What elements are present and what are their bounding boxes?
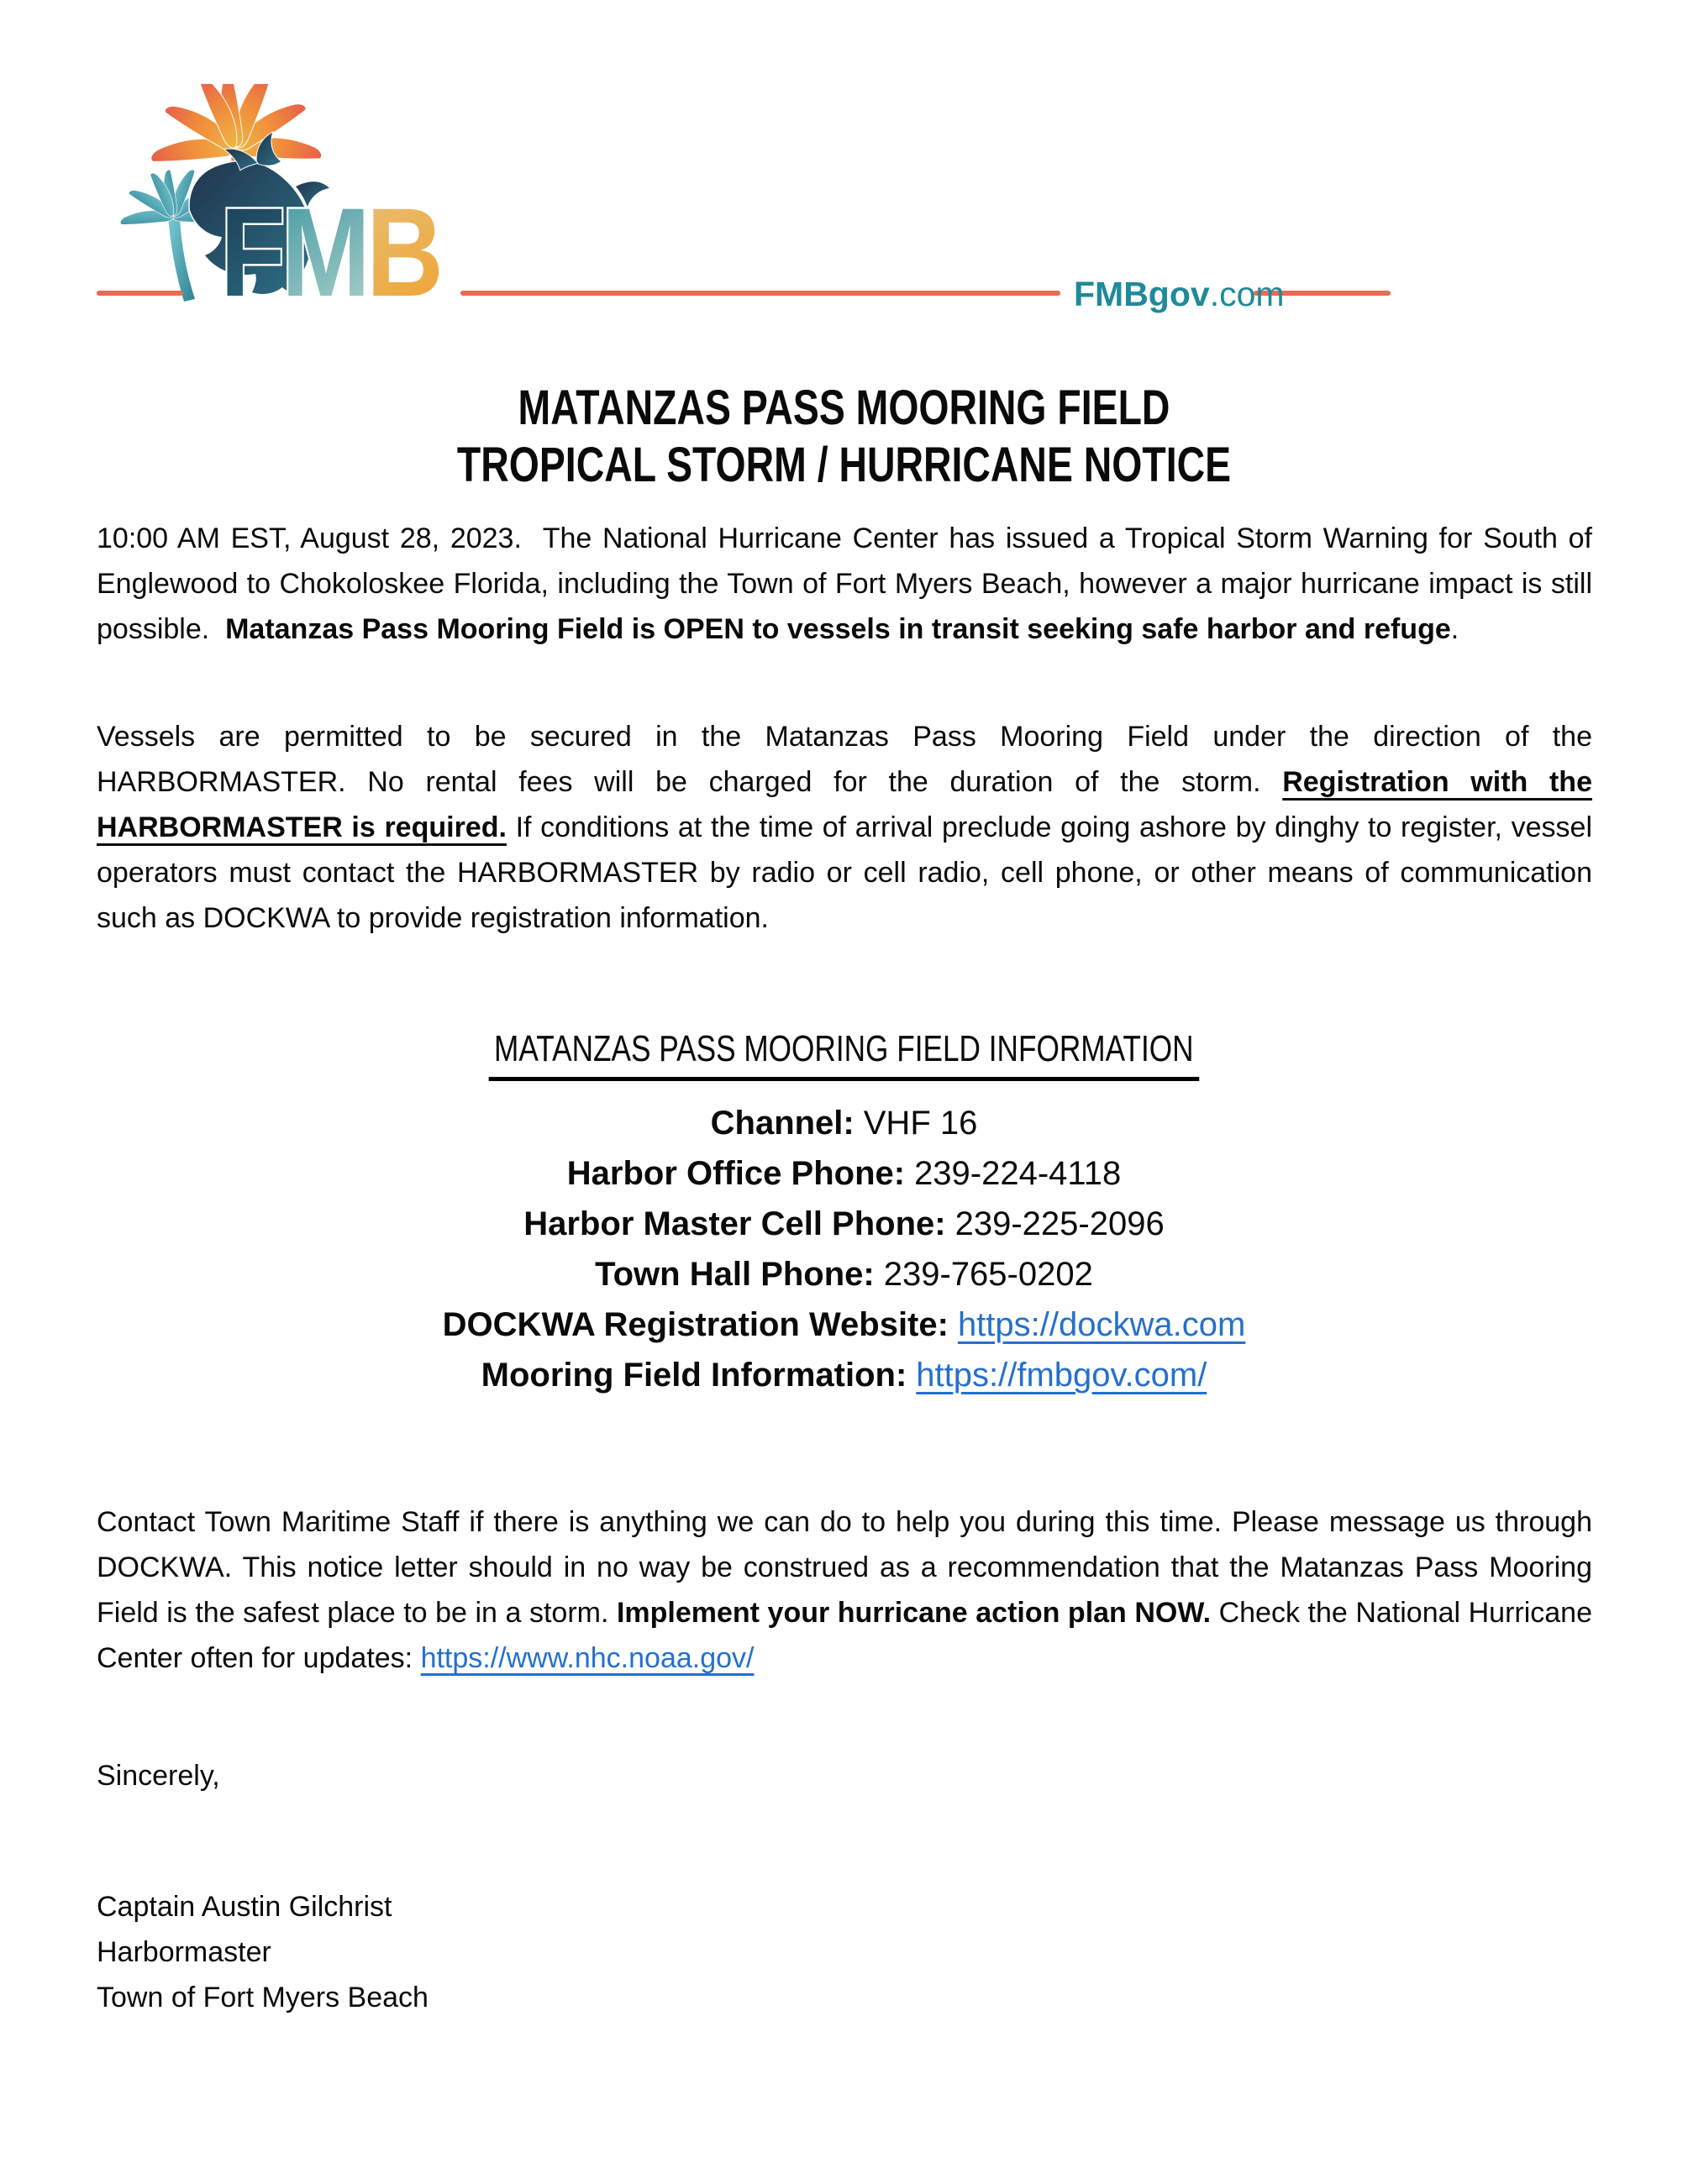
dockwa-link[interactable]: https://dockwa.com [957, 1306, 1246, 1343]
paragraph-warning-tail: . [1450, 613, 1459, 645]
info-row-harbor-office-phone [0, 1148, 1688, 1199]
signature-name: Captain Austin Gilchrist [97, 1891, 392, 1923]
website-label [1074, 274, 1285, 314]
paragraph-closing-bold: Implement your hurricane action plan NOW. [616, 1597, 1212, 1629]
website-label-rest: .com [1209, 275, 1285, 313]
info-row-mooring-field-info [0, 1350, 1688, 1400]
paragraph-closing [97, 1499, 1592, 1681]
page-title-line2: TROPICAL STORM / HURRICANE NOTICE [456, 438, 1232, 492]
page-title-line1: MATANZAS PASS MOORING FIELD [518, 381, 1170, 435]
salutation: Sincerely, [97, 1760, 220, 1792]
header-rule-segment [97, 291, 183, 296]
info-section-heading: MATANZAS PASS MOORING FIELD INFORMATION [489, 1028, 1199, 1081]
info-value: VHF 16 [863, 1105, 978, 1142]
info-label: Harbor Office Phone: [566, 1155, 906, 1192]
info-label: Channel: [710, 1105, 855, 1142]
paragraph-warning-text: 10:00 AM EST, August 28, 2023. The National Hurricane Center has issued a Tropical Storm Warning for South of Englewood to Chokoloskee Florida, including the Town of Fort Myers Beach, however a major hurricane impact is still possible. [97, 522, 1592, 645]
paragraph-warning-bold: Matanzas Pass Mooring Field is OPEN to vessels in transit seeking safe harbor and refuge [225, 613, 1451, 645]
nhc-link[interactable]: https://www.nhc.noaa.gov/ [420, 1642, 755, 1674]
info-block [0, 1098, 1688, 1400]
info-row-harbor-master-cell [0, 1199, 1688, 1249]
info-section-heading-wrap [0, 1028, 1688, 1081]
info-label: DOCKWA Registration Website: [442, 1306, 949, 1343]
paragraph-registration-text2: If conditions at the time of arrival preclude going ashore by dinghy to register, vessel operators must contact the HARBORMASTER by radio or cell radio, cell phone, or other means of communication such as DOCKWA to provide registration information. [97, 811, 1592, 934]
logo-text: FMB [220, 182, 439, 307]
info-label: Town Hall Phone: [595, 1256, 875, 1293]
signature-role: Harbormaster [97, 1936, 271, 1968]
paragraph-closing-text: Contact Town Maritime Staff if there is anything we can do to help you during this time. Please message us through DOCKWA. This notice letter should in no way be construed as a recommendation that the Matanzas Pass Mooring Field is the safest place to be in a storm. [97, 1506, 1592, 1629]
paragraph-registration [97, 714, 1592, 941]
paragraph-closing-text2: Check the National Hurricane Center often for updates: [97, 1597, 1593, 1674]
header-rule-segment [460, 291, 1060, 296]
info-row-town-hall-phone [0, 1249, 1688, 1299]
website-label-bold: FMBgov [1074, 275, 1210, 313]
info-value: 239-225-2096 [954, 1205, 1165, 1242]
fmbgov-link[interactable]: https://fmbgov.com/ [916, 1357, 1207, 1394]
paragraph-registration-required: Registration with the HARBORMASTER is required. [97, 766, 1592, 843]
info-value: 239-765-0202 [883, 1256, 1093, 1293]
info-row-channel [0, 1098, 1688, 1148]
info-value: 239-224-4118 [914, 1155, 1122, 1192]
signature-block [97, 1884, 429, 2020]
paragraph-registration-text: Vessels are permitted to be secured in the Matanzas Pass Mooring Field under the direction of the HARBORMASTER. No rental fees will be charged for the duration of the storm. [97, 721, 1592, 798]
signature-org: Town of Fort Myers Beach [97, 1982, 429, 2013]
info-label: Mooring Field Information: [481, 1357, 907, 1394]
paragraph-warning [97, 516, 1592, 652]
page-title [0, 380, 1688, 494]
info-label: Harbor Master Cell Phone: [523, 1205, 946, 1242]
info-row-dockwa-website [0, 1299, 1688, 1350]
fmb-logo [89, 84, 463, 307]
